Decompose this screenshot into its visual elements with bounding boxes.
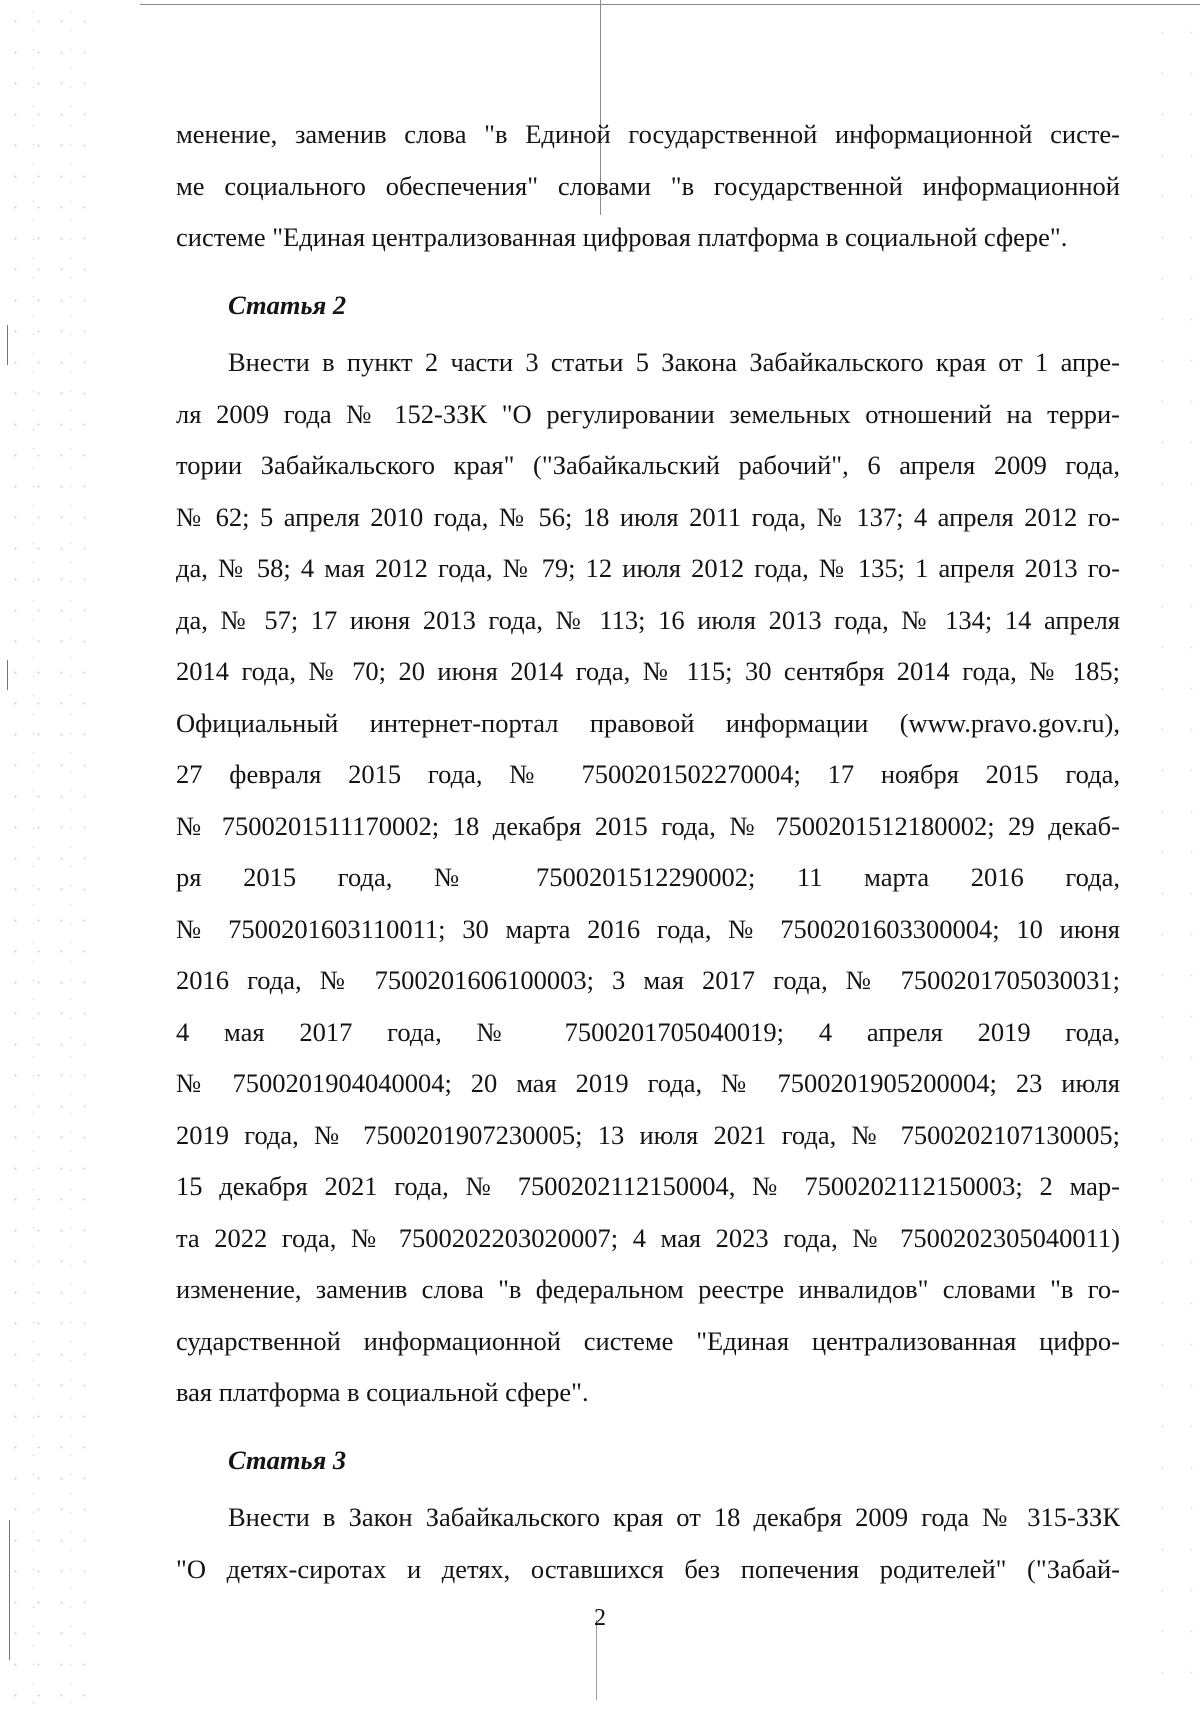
text-line: 2016 года, № 7500201606100003; 3 мая 2017 года, № 7500201705030031; (176, 965, 1120, 995)
text-line: да, № 57; 17 июня 2013 года, № 113; 16 июля 2013 года, № 134; 14 апреля (176, 604, 1120, 635)
continuation-paragraph (176, 109, 1120, 264)
text-line: системе "Единая централизованная цифровая платформа в социальной сфере". (176, 222, 1068, 252)
scan-edge-mark (9, 1520, 10, 1660)
text-line: сударственной информационной системе "Единая централизованная цифро- (176, 1325, 1120, 1356)
text-line: ля 2009 года № 152-ЗЗК "О регулировании земельных отношений на терри- (176, 398, 1120, 429)
text-line: 2019 года, № 7500201907230005; 13 июля 2021 года, № 7500202107130005; (176, 1119, 1120, 1150)
article-3-heading: Статья 3 (228, 1444, 347, 1475)
article-2-paragraph (176, 337, 1120, 1419)
document-body (176, 109, 1120, 1595)
text-line: "О детях-сиротах и детях, оставшихся без попечения родителей" ("Забай- (176, 1553, 1120, 1584)
text-line: тории Забайкальского края" ("Забайкальский рабочий", 6 апреля 2009 года, (176, 450, 1120, 480)
text-line: 2014 года, № 70; 20 июня 2014 года, № 115; 30 сентября 2014 года, № 185; (176, 656, 1120, 686)
text-line: № 62; 5 апреля 2010 года, № 56; 18 июля 2011 года, № 137; 4 апреля 2012 го- (176, 501, 1120, 532)
text-line: вая платформа в социальной сфере". (176, 1377, 589, 1407)
article-2-heading: Статья 2 (228, 289, 347, 320)
text-line: № 7500201904040004; 20 мая 2019 года, № 7500201905200004; 23 июля (176, 1068, 1120, 1098)
scan-edge-mark (7, 660, 8, 690)
text-line: Внести в Закон Забайкальского края от 18 декабря 2009 года № 315-ЗЗК (228, 1502, 1120, 1532)
text-line: изменение, заменив слова "в федеральном реестре инвалидов" словами "в го- (176, 1274, 1120, 1304)
text-line: та 2022 года, № 7500202203020007; 4 мая 2023 года, № 7500202305040011) (176, 1222, 1120, 1253)
page-number: 2 (594, 1605, 606, 1631)
text-line: № 7500201511170002; 18 декабря 2015 года, № 7500201512180002; 29 декаб- (176, 810, 1120, 841)
scan-edge-mark (7, 325, 8, 365)
text-line: № 7500201603110011; 30 марта 2016 года, № 7500201603300004; 10 июня (176, 913, 1120, 944)
text-line: 15 декабря 2021 года, № 7500202112150004, № 7500202112150003; 2 мар- (176, 1171, 1120, 1201)
text-line: менение, заменив слова "в Единой государственной информационной систе- (176, 119, 1120, 149)
article-3-paragraph (176, 1492, 1120, 1595)
scan-fold-line-bottom (596, 1620, 597, 1700)
text-line: Внести в пункт 2 части 3 статьи 5 Закона Забайкальского края от 1 апре- (228, 347, 1120, 377)
scan-edge-noise-left (0, 0, 90, 1711)
text-line: ме социального обеспечения" словами "в государственной информационной (176, 170, 1120, 201)
text-line: ря 2015 года, № 7500201512290002; 11 марта 2016 года, (176, 862, 1120, 892)
text-line: Официальный интернет-портал правовой информации (www.pravo.gov.ru), (176, 707, 1120, 738)
text-line: 4 мая 2017 года, № 7500201705040019; 4 апреля 2019 года, (176, 1016, 1120, 1047)
text-line: да, № 58; 4 мая 2012 года, № 79; 12 июля 2012 года, № 135; 1 апреля 2013 го- (176, 553, 1120, 583)
scan-top-rule (140, 4, 1200, 5)
text-line: 27 февраля 2015 года, № 7500201502270004; 17 ноября 2015 года, (176, 759, 1120, 789)
scan-edge-noise-right (1140, 0, 1200, 1711)
